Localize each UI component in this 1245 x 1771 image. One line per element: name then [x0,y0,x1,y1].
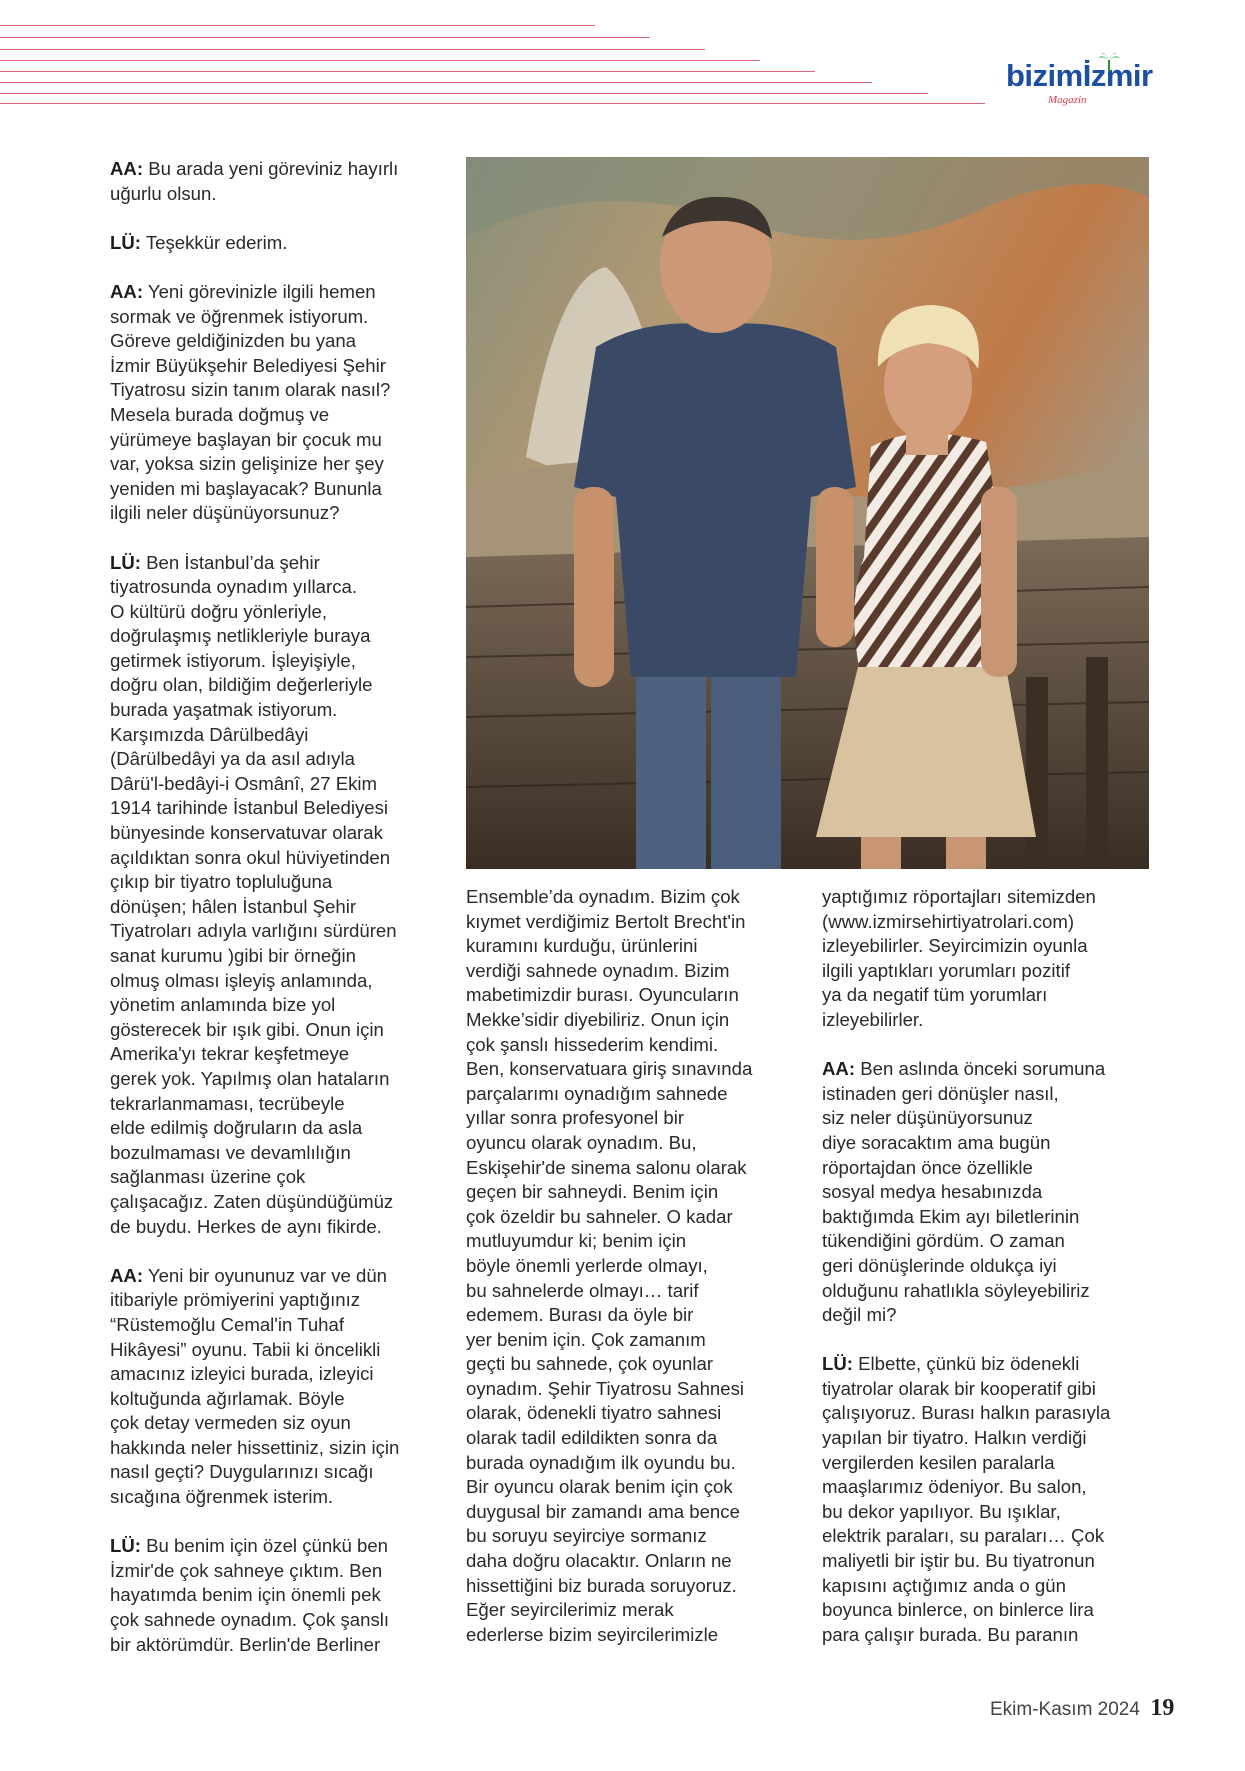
text-line: bu soruyu seyirciye sormanız [466,1525,707,1547]
text-line: yönetim anlamında bize yol [110,994,336,1016]
text-line: Mesela burada doğmuş ve [110,403,330,425]
text-line: boyunca binlerce, on binlerce lira [822,1599,1094,1621]
text-line: Ben İstanbul’da şehir [140,551,320,573]
brand-name: bizimİzmir [1006,58,1153,93]
text-line: de buydu. Herkes de aynı fikirde. [110,1215,382,1237]
text-line: geçen bir sahneydi. Benim için [466,1181,719,1203]
text-line: tükendiğini gördüm. O zaman [822,1230,1065,1252]
speaker-label: LÜ: [110,551,141,573]
text-line: Tiyatrosu sizin tanım olarak nasıl? [110,379,391,401]
text-line: böyle önemli yerlerde olmayı, [466,1254,708,1276]
header-rule [0,93,928,94]
text-line: 1914 tarihinde İstanbul Belediyesi [110,797,389,819]
text-line: Hikâyesi” oyunu. Tabii ki öncelikli [110,1338,381,1360]
text-line: çalışıyoruz. Burası halkın parasıyla [822,1402,1111,1424]
text-line: getirmek istiyorum. İşleyişiyle, [110,649,356,671]
speaker-label: LÜ: [110,231,141,253]
text-line: yeniden mi başlayacak? Bununla [110,477,382,499]
text-line: siz neler düşünüyorsunuz [822,1107,1033,1129]
text-line: Göreve geldiğinizden bu yana [110,330,357,352]
text-line: doğrulaşmış netlikleriyle buraya [110,625,371,647]
paragraph [822,885,1152,1033]
text-line: çok detay vermeden siz oyun [110,1412,351,1434]
page-number: 19 [1150,1695,1175,1721]
text-line: baktığımda Ekim ayı biletlerinin [822,1205,1080,1227]
speaker-label: AA: [822,1058,856,1080]
text-line: Mekke’sidir diyebiliriz. Onun için [466,1008,730,1030]
text-line: Ensemble’da oynadım. Bizim çok [466,886,740,907]
text-line: Dârü'l-bedâyi-i Osmânî, 27 Ekim [110,772,378,794]
text-line: Ben aslında önceki sorumuna [855,1058,1106,1080]
text-line: çok özeldir bu sahneler. O kadar [466,1205,733,1227]
text-line: Teşekkür ederim. [140,231,288,253]
paragraph [822,1352,1152,1647]
text-line: İzmir Büyükşehir Belediyesi Şehir [110,354,386,376]
text-line: Eskişehir'de sinema salonu olarak [466,1156,747,1178]
paragraph [110,1534,440,1657]
text-line: olduğunu rahatlıkla söyleyebiliriz [822,1279,1090,1301]
text-line: tiyatrosunda oynadım yıllarca. [110,576,358,598]
text-line: diye soracaktım ama bugün [822,1131,1051,1153]
text-line: ilgili neler düşünüyorsunuz? [110,502,340,524]
text-line: burada yaşatmak istiyorum. [110,699,338,721]
speaker-label: LÜ: [110,1535,141,1557]
text-line: sıcağına öğrenmek isterim. [110,1486,334,1508]
text-line: ya da negatif tüm yorumları [822,984,1048,1006]
text-line: daha doğru olacaktır. Onların ne [466,1550,732,1572]
text-line: çıkıp bir tiyatro topluluğuna [110,871,333,893]
column-middle [466,885,796,1672]
paragraph [822,1057,1152,1328]
text-line: yapılan bir tiyatro. Halkın verdiği [822,1427,1087,1449]
paragraph [110,280,440,526]
text-line: yürümeye başlayan bir çocuk mu [110,428,382,450]
paragraph [466,885,796,1647]
text-line: mutluyumdur ki; benim için [466,1230,687,1252]
text-line: vergilerden kesilen paralarla [822,1451,1055,1473]
photo-illustration [466,157,1149,869]
text-line: Yeni bir oyununuz var ve dün [143,1264,388,1286]
text-line: elde edilmiş doğruların da asla [110,1117,363,1139]
column-left [110,157,440,1682]
text-line: koltuğunda ağırlamak. Böyle [110,1387,345,1409]
text-line: Bir oyuncu olarak benim için çok [466,1476,733,1498]
text-line: bünyesinde konservatuvar olarak [110,822,383,844]
text-line: Bu arada yeni göreviniz hayırlı [143,158,399,179]
header-rule [0,103,985,104]
text-line: çok şanslı hissederim kendimi. [466,1033,719,1055]
text-line: (www.izmirsehirtiyatrolari.com) [822,910,1075,932]
speaker-label: AA: [110,1264,144,1286]
text-line: gerek yok. Yapılmış olan hataların [110,1067,390,1089]
text-line: burada oynadığım ilk oyundu bu. [466,1451,736,1473]
text-line: oynadım. Şehir Tiyatrosu Sahnesi [466,1377,745,1399]
text-line: çalışacağız. Zaten düşündüğümüz [110,1190,394,1212]
text-line: edemem. Burası da öyle bir [466,1304,694,1326]
text-line: ilgili yaptıkları yorumları pozitif [822,959,1070,981]
text-line: doğru olan, bildiğim değerleriyle [110,674,373,696]
text-line: sosyal medya hesabınızda [822,1181,1043,1203]
speaker-label: AA: [110,158,144,179]
brand-logo [1006,58,1176,114]
header-rule [0,82,872,83]
text-line: var, yoksa sizin gelişinize her şey [110,453,384,475]
text-line: açıldıktan sonra okul hüviyetinden [110,846,391,868]
speaker-label: LÜ: [822,1353,853,1375]
text-line: hayatımda benim için önemli pek [110,1584,381,1606]
header-rule [0,49,705,50]
page-footer [990,1695,1174,1722]
text-line: Elbette, çünkü biz ödenekli [852,1353,1080,1375]
text-line: amacınız izleyici burada, izleyici [110,1363,374,1385]
text-line: olarak, ödenekli tiyatro sahnesi [466,1402,722,1424]
text-line: geçti bu sahnede, çok oyunlar [466,1353,714,1375]
header-rule [0,60,760,61]
text-line: yer benim için. Çok zamanım [466,1328,706,1350]
text-line: bozulmaması ve devamlılığın [110,1141,351,1163]
speaker-label: AA: [110,280,144,302]
text-line: çok sahnede oynadım. Çok şanslı [110,1609,390,1631]
text-line: kapısını açtığımız anda o gün [822,1574,1066,1596]
text-line: “Rüstemoğlu Cemal'in Tuhaf [110,1313,345,1335]
header-rule [0,71,815,72]
column-right [822,885,1152,1672]
text-line: geri dönüşlerinde oldukça iyi [822,1254,1057,1276]
text-line: parçalarımı oynadığım sahnede [466,1082,728,1104]
interview-photo [466,157,1149,869]
text-line: Tiyatroları adıyla varlığını sürdüren [110,920,397,942]
text-line: hissettiğini biz burada soruyoruz. [466,1574,737,1596]
text-line: hakkında neler hissettiniz, sizin için [110,1436,400,1458]
text-line: İzmir'de çok sahneye çıktım. Ben [110,1559,383,1581]
issue-date: Ekim-Kasım 2024 [990,1699,1140,1720]
text-line: Amerika'yı tekrar keşfetmeye [110,1043,350,1065]
text-line: kuramını kurduğu, ürünlerini [466,935,698,957]
text-line: bu dekor yapılıyor. Bu ışıklar, [822,1500,1061,1522]
text-line: dönüşen; hâlen İstanbul Şehir [110,895,357,917]
text-line: gösterecek bir ışık gibi. Onun için [110,1018,384,1040]
text-line: (Dârülbedâyi ya da asıl adıyla [110,748,355,770]
paragraph [110,231,440,256]
text-line: olmuş olması işleyiş anlamında, [110,969,373,991]
header-rule [0,37,650,38]
text-line: maliyetli bir iştir bu. Bu tiyatronun [822,1550,1095,1572]
text-line: oyuncu olarak oynadım. Bu, [466,1131,697,1153]
text-line: sormak ve öğrenmek istiyorum. [110,305,369,327]
text-line: değil mi? [822,1304,897,1326]
text-line: nasıl geçti? Duygularınızı sıcağı [110,1461,374,1483]
text-line: izleyebilirler. [822,1008,924,1030]
text-line: O kültürü doğru yönleriyle, [110,600,328,622]
brand-tagline: Magazin [1048,94,1087,106]
text-line: Yeni görevinizle ilgili hemen [143,280,376,302]
text-line: tiyatrolar olarak bir kooperatif gibi [822,1377,1096,1399]
header-rule [0,25,595,26]
text-line: maaşlarımız ödeniyor. Bu salon, [822,1476,1087,1498]
text-line: izleyebilirler. Seyircimizin oyunla [822,935,1088,957]
text-line: sağlanması üzerine çok [110,1166,306,1188]
text-line: uğurlu olsun. [110,182,217,204]
text-line: kıymet verdiğimiz Bertolt Brecht'in [466,910,746,932]
paragraph [110,157,440,206]
text-line: itibariyle prömiyerini yaptığınız [110,1289,361,1311]
text-line: duygusal bir zamandı ama bence [466,1500,740,1522]
text-line: elektrik paraları, su paraları… Çok [822,1525,1105,1547]
text-line: röportajdan önce özellikle [822,1156,1033,1178]
text-line: mabetimizdir burası. Oyuncuların [466,984,739,1006]
text-line: ederlerse bizim seyircilerimizle [466,1623,719,1645]
paragraph [110,551,440,1240]
text-line: sanat kurumu )gibi bir örneğin [110,945,356,966]
text-line: yaptığımız röportajları sitemizden [822,886,1096,907]
text-line: verdiği sahnede oynadım. Bizim [466,959,730,981]
text-line: olarak tadil edildikten sonra da [466,1427,718,1449]
text-line: yıllar sonra profesyonel bir [466,1107,685,1129]
text-line: Bu benim için özel çünkü ben [140,1535,389,1557]
text-line: bir aktörümdür. Berlin'de Berliner [110,1633,381,1655]
text-line: Ben, konservatuara giriş sınavında [466,1058,753,1080]
text-line: para çalışır burada. Bu paranın [822,1623,1079,1645]
text-line: tekrarlanmaması, tecrübeyle [110,1092,345,1114]
text-line: Eğer seyircilerimiz merak [466,1599,674,1621]
paragraph [110,1264,440,1510]
text-line: bu sahnelerde olmayı… tarif [466,1279,699,1301]
palm-icon [1098,52,1120,72]
text-line: Karşımızda Dârülbedâyi [110,723,309,745]
text-line: istinaden geri dönüşler nasıl, [822,1082,1059,1104]
